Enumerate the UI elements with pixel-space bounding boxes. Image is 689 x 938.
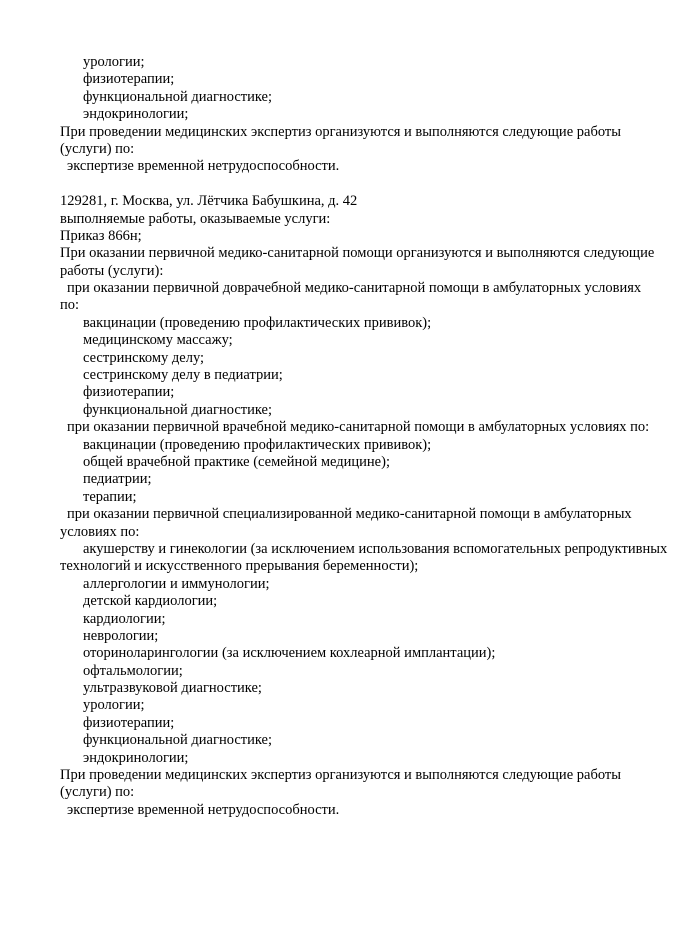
paragraph (60, 332, 665, 349)
text-line: терапии; (83, 488, 137, 505)
text-line: вакцинации (проведению профилактических прививок); (83, 436, 432, 453)
paragraph (60, 350, 665, 367)
paragraph (60, 697, 665, 714)
text-line: (услуги) по: (60, 140, 135, 157)
text-line: общей врачебной практике (семейной медицине); (83, 453, 390, 470)
paragraph (60, 454, 665, 471)
text-line: по: (60, 297, 80, 314)
text-line: физиотерапии; (83, 71, 175, 88)
paragraph (60, 628, 665, 645)
text-line: урологии; (83, 697, 145, 714)
paragraph (60, 193, 665, 210)
paragraph (60, 593, 665, 610)
paragraph (60, 663, 665, 680)
text-line: ультразвуковой диагностике; (83, 680, 262, 697)
text-line: при оказании первичной доврачебной медико-санитарной помощи в амбулаторных условиях (67, 280, 642, 297)
paragraph (60, 802, 665, 819)
text-line: при оказании первичной врачебной медико-санитарной помощи в амбулаторных условиях по: (67, 419, 650, 436)
text-line: аллергологии и иммунологии; (83, 575, 270, 592)
paragraph (60, 767, 665, 802)
text-line: при оказании первичной специализированной медико-санитарной помощи в амбулаторных (67, 506, 632, 523)
text-line: неврологии; (83, 627, 159, 644)
text-line: педиатрии; (83, 471, 152, 488)
text-line: детской кардиологии; (83, 593, 218, 610)
text-line: офтальмологии; (83, 662, 183, 679)
text-line: условиях по: (60, 523, 140, 540)
paragraph (60, 402, 665, 419)
text-line: акушерству и гинекологии (за исключением использования вспомогательных репродуктивных (83, 540, 668, 557)
text-line: При проведении медицинских экспертиз организуются и выполняются следующие работы (60, 767, 621, 784)
paragraph (60, 489, 665, 506)
text-line: сестринскому делу; (83, 349, 205, 366)
text-line: (услуги) по: (60, 784, 135, 801)
text-line: 129281, г. Москва, ул. Лётчика Бабушкина, д. 42 (60, 193, 358, 210)
text-line: выполняемые работы, оказываемые услуги: (60, 210, 331, 227)
text-line: экспертизе временной нетрудоспособности. (67, 801, 340, 818)
text-line: эндокринологии; (83, 749, 189, 766)
text-line: функциональной диагностике; (83, 732, 272, 749)
paragraph (60, 384, 665, 401)
paragraph (60, 71, 665, 88)
paragraph (60, 540, 668, 576)
blank-line (60, 176, 665, 193)
paragraph (60, 124, 665, 159)
paragraph (60, 437, 665, 454)
text-line: эндокринологии; (83, 106, 189, 123)
paragraph (60, 89, 665, 106)
paragraph (60, 471, 665, 488)
paragraph (60, 245, 665, 280)
paragraph (60, 750, 665, 767)
paragraph (60, 645, 665, 662)
text-line: кардиологии; (83, 610, 166, 627)
paragraph (60, 576, 665, 593)
text-line: медицинскому массажу; (83, 332, 233, 349)
text-line: технологий и искусственного прерывания беременности); (60, 558, 419, 575)
paragraph (60, 715, 665, 732)
paragraph (60, 228, 665, 245)
text-line: вакцинации (проведению профилактических прививок); (83, 314, 432, 331)
text-line: экспертизе временной нетрудоспособности. (67, 158, 340, 175)
text-line: физиотерапии; (83, 714, 175, 731)
paragraph (60, 367, 665, 384)
paragraph (60, 315, 665, 332)
text-line: При оказании первичной медико-санитарной помощи организуются и выполняются следующие (60, 245, 655, 262)
paragraph (60, 106, 665, 123)
paragraph (60, 54, 665, 71)
text-line: функциональной диагностике; (83, 401, 272, 418)
paragraph (60, 176, 665, 193)
text-line: оториноларингологии (за исключением кохлеарной имплантации); (83, 645, 496, 662)
text-line: Приказ 866н; (60, 227, 142, 244)
text-line: При проведении медицинских экспертиз организуются и выполняются следующие работы (60, 123, 621, 140)
text-line: урологии; (83, 54, 145, 70)
text-line: сестринскому делу в педиатрии; (83, 367, 283, 384)
text-line: работы (услуги): (60, 262, 164, 279)
paragraph (60, 611, 665, 628)
document-text-body (60, 54, 668, 819)
paragraph (60, 732, 665, 749)
paragraph (60, 419, 665, 436)
text-line: функциональной диагностике; (83, 88, 272, 105)
paragraph (60, 211, 665, 228)
paragraph (60, 680, 665, 697)
paragraph (60, 280, 665, 315)
paragraph (60, 158, 665, 175)
text-line: физиотерапии; (83, 384, 175, 401)
paragraph (60, 506, 665, 541)
